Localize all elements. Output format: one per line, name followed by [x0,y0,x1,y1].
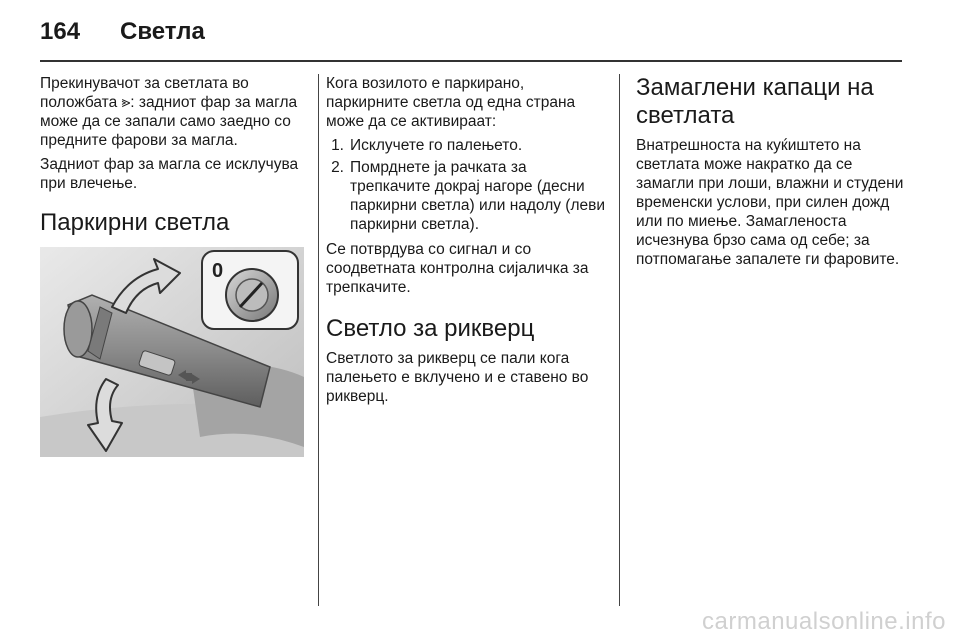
list-item [326,136,606,155]
column-divider-1 [318,74,319,606]
header-rule [40,60,902,62]
site-watermark: carmanualsonline.info [702,608,946,635]
parking-intro-paragraph: Кога возилото е паркирано, паркирните светла од една страна може да се активираат: [326,75,576,130]
page-number: 164 [40,18,81,45]
ignition-off-icon [202,251,298,329]
parking-lights-heading: Паркирни светла [40,209,230,236]
towing-paragraph: Задниот фар за магла се исклучува при влечење. [40,156,299,192]
step-number: 1. [331,137,344,154]
column-2 [326,74,606,411]
turn-signal-lever-illustration [40,247,304,457]
step-number: 2. [331,159,344,176]
step-text: Помрднете ја рачката за трепкачите докрај нагоре (десни паркирни светла) или надолу (леви паркирни светла). [350,159,606,233]
parking-steps-list [326,136,606,234]
fog-light-paragraph: Прекинувачот за светлата во положбата ⪢: задниот фар за магла може да се запали само заедно со предните фарови за магла. [40,75,298,149]
reversing-light-paragraph: Светлото за рикверц се пали кога палењето е вклучено и е ставено во рикверц. [326,350,589,405]
column-divider-2 [619,74,620,606]
step-text: Исклучете го палењето. [350,137,523,154]
ignition-position-label: 0 [212,260,224,282]
confirmation-paragraph: Се потврдува со сигнал и со соодветната контролна сијаличка за трепкачите. [326,241,589,296]
page-header [40,18,205,48]
list-item [326,158,606,234]
chapter-title: Светла [120,18,205,45]
misted-covers-paragraph: Внатрешноста на куќиштето на светлата може накратко да се замагли при лоши, влажни и студени временски услови, при силен дожд или по миење. Замагленоста исчезнува брзо сама од себе; за потпомагање запалете ги фаровите. [636,137,904,268]
column-1 [40,74,306,457]
column-3 [636,74,906,274]
misted-covers-heading: Замаглени капаци на светлата [636,74,874,129]
reversing-light-heading: Светло за рикверц [326,315,535,342]
